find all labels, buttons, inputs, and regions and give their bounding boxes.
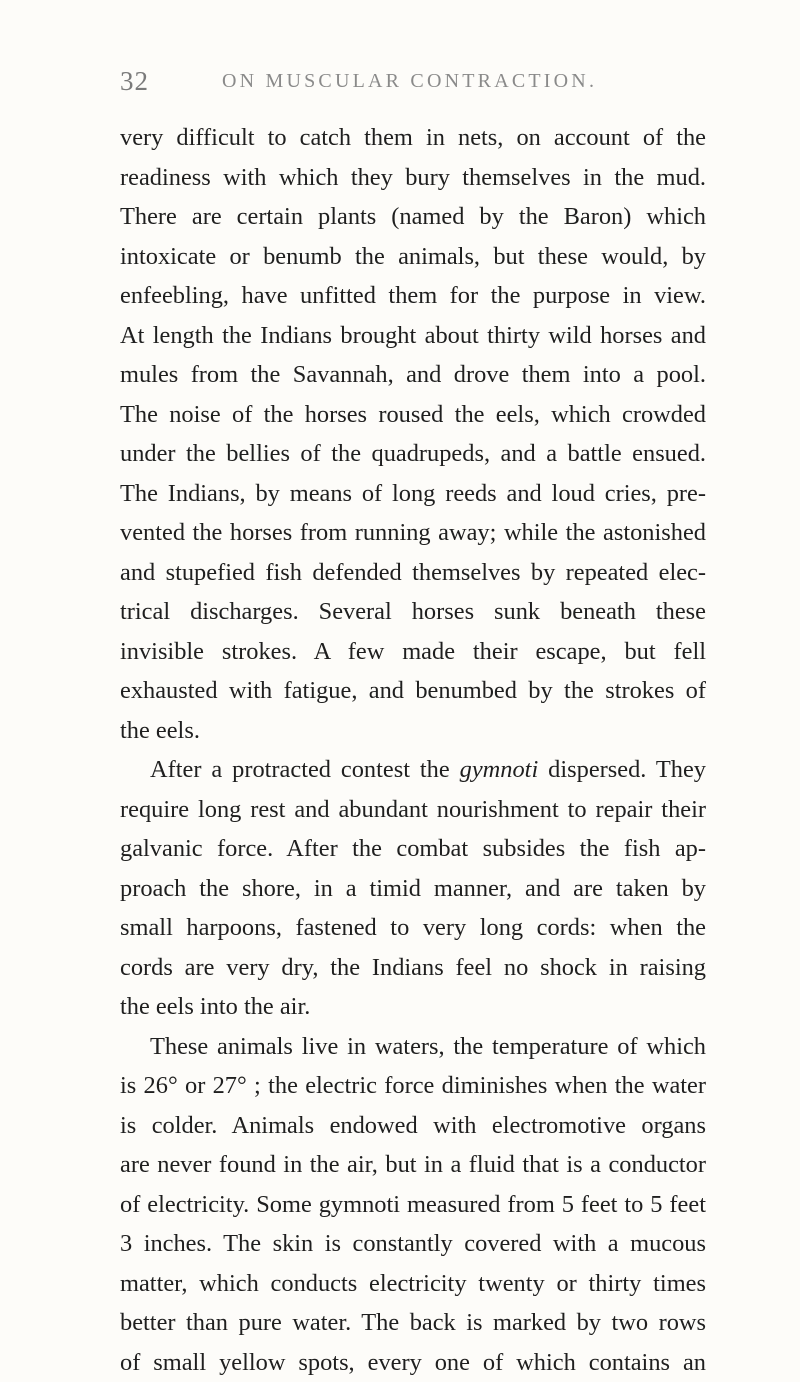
text-line: the eels. bbox=[120, 711, 706, 751]
text-line: readiness with which they bury themselves in the mud. bbox=[120, 158, 706, 198]
text-line: cords are very dry, the Indians feel no shock in raising bbox=[120, 948, 706, 988]
text-line-italic-run bbox=[120, 750, 706, 790]
text-run: After a protracted contest the bbox=[150, 756, 450, 783]
body-text bbox=[120, 118, 706, 1382]
text-line: require long rest and abundant nourishment to repair their bbox=[120, 790, 706, 830]
text-line: proach the shore, in a timid manner, and are taken by bbox=[120, 869, 706, 909]
text-line: very difficult to catch them in nets, on account of the bbox=[120, 118, 706, 158]
text-line: The Indians, by means of long reeds and loud cries, pre- bbox=[120, 474, 706, 514]
text-line: exhausted with fatigue, and benumbed by the strokes of bbox=[120, 671, 706, 711]
text-line: mules from the Savannah, and drove them into a pool. bbox=[120, 355, 706, 395]
text-line: matter, which conducts electricity twenty or thirty times bbox=[120, 1264, 706, 1304]
text-line: The noise of the horses roused the eels, which crowded bbox=[120, 395, 706, 435]
text-line: vented the horses from running away; while the astonished bbox=[120, 513, 706, 553]
italic-term: gymnoti bbox=[460, 756, 539, 783]
page-number: 32 bbox=[120, 66, 149, 97]
text-line: is colder. Animals endowed with electromotive organs bbox=[120, 1106, 706, 1146]
text-line: of electricity. Some gymnoti measured from 5 feet to 5 feet bbox=[120, 1185, 706, 1225]
text-run: dispersed. They bbox=[548, 756, 706, 783]
text-line: invisible strokes. A few made their escape, but fell bbox=[120, 632, 706, 672]
running-title: ON MUSCULAR CONTRACTION. bbox=[222, 70, 597, 93]
running-head bbox=[120, 66, 720, 106]
text-line: At length the Indians brought about thirty wild horses and bbox=[120, 316, 706, 356]
text-line: better than pure water. The back is marked by two rows bbox=[120, 1303, 706, 1343]
text-line: galvanic force. After the combat subsides the fish ap- bbox=[120, 829, 706, 869]
text-line: and stupefied fish defended themselves by repeated elec- bbox=[120, 553, 706, 593]
text-line: There are certain plants (named by the Baron) which bbox=[120, 197, 706, 237]
text-line: trical discharges. Several horses sunk beneath these bbox=[120, 592, 706, 632]
text-line: These animals live in waters, the temperature of which bbox=[120, 1027, 706, 1067]
text-line: are never found in the air, but in a fluid that is a conductor bbox=[120, 1145, 706, 1185]
text-line: small harpoons, fastened to very long cords: when the bbox=[120, 908, 706, 948]
text-line: enfeebling, have unfitted them for the purpose in view. bbox=[120, 276, 706, 316]
text-line: of small yellow spots, every one of which contains an bbox=[120, 1343, 706, 1382]
text-line: intoxicate or benumb the animals, but these would, by bbox=[120, 237, 706, 277]
text-line: 3 inches. The skin is constantly covered with a mucous bbox=[120, 1224, 706, 1264]
text-line: under the bellies of the quadrupeds, and a battle ensued. bbox=[120, 434, 706, 474]
text-line: is 26° or 27° ; the electric force diminishes when the water bbox=[120, 1066, 706, 1106]
text-line: the eels into the air. bbox=[120, 987, 706, 1027]
